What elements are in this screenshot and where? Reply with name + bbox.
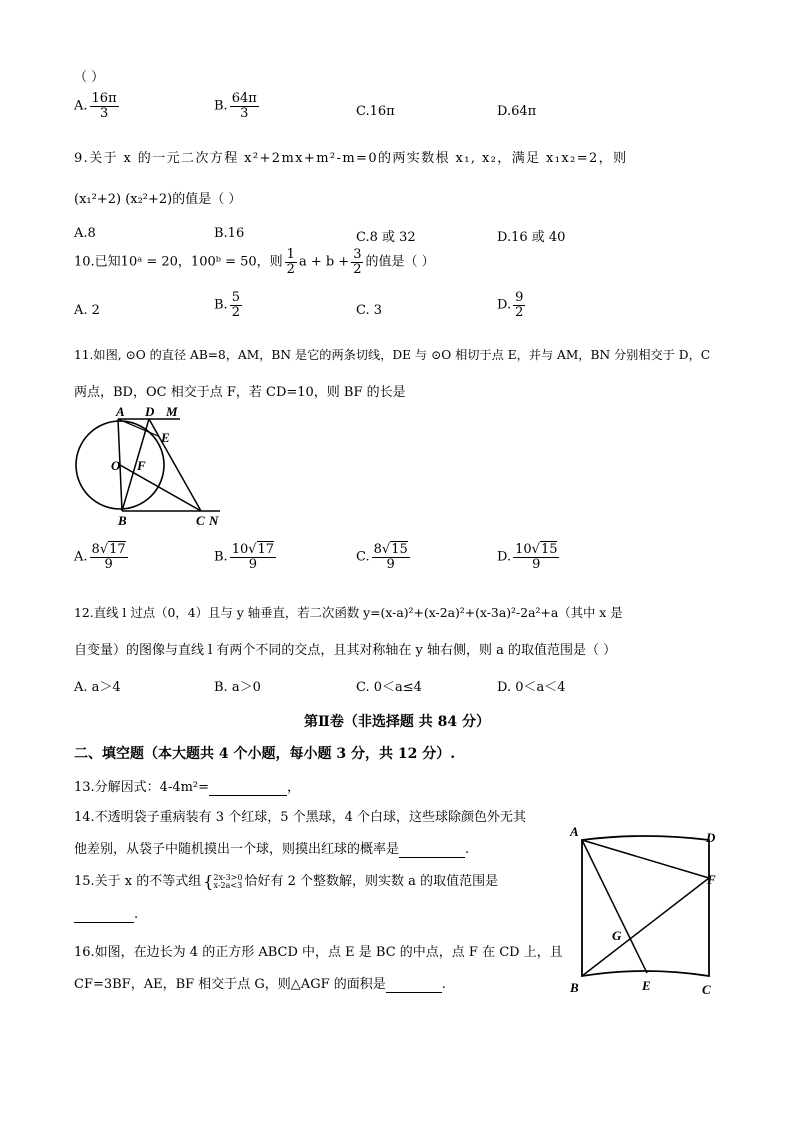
q8-option-b: B. $\frac{64\pi}{3}$ bbox=[214, 91, 257, 121]
q11-figure bbox=[70, 404, 230, 530]
q15-answer-blank bbox=[74, 907, 134, 923]
q16-line-bf bbox=[582, 878, 709, 976]
q16-label-f: F bbox=[707, 872, 716, 887]
q16-label-b: B bbox=[570, 980, 579, 995]
q9-option-c: C.8 或 32 bbox=[356, 230, 416, 245]
q11-label-e: E bbox=[161, 430, 170, 445]
q8-option-a: A. $\frac{16\pi}{3}$ bbox=[74, 91, 117, 121]
q11-label-f: F bbox=[137, 458, 146, 473]
q13: 13.分解因式：4-4m²= ， bbox=[74, 780, 301, 795]
q11-label-o: O bbox=[111, 458, 121, 473]
q11-label-d: D bbox=[145, 404, 155, 419]
q11-option-d: D. $\frac{10√15}{9}$ bbox=[497, 542, 558, 572]
q12-option-a: A. a＞4 bbox=[74, 680, 121, 695]
q12-line2: 自变量）的图像与直线 l 有两个不同的交点，且其对称轴在 y 轴右侧，则 a 的取值范围是（ ） bbox=[74, 643, 617, 658]
q12-option-d: D. 0＜a＜4 bbox=[497, 680, 566, 695]
q16-label-e: E bbox=[642, 978, 651, 993]
q11-label-c: C bbox=[196, 513, 205, 528]
q8-paren: （ ） bbox=[74, 70, 105, 85]
q16-line1: 16.如图，在边长为 4 的正方形 ABCD 中，点 E 是 BC 的中点，点 F 在 CD 上，且 bbox=[74, 945, 563, 960]
q16-square bbox=[582, 836, 709, 976]
q15-line2: . bbox=[74, 907, 138, 923]
q11-label-m: M bbox=[166, 404, 178, 419]
q11-line1: 11.如图, ⊙O 的直径 AB=8，AM，BN 是它的两条切线，DE 与 ⊙O 相切于点 E，并与 AM，BN 分别相交于 D，C bbox=[74, 348, 711, 362]
q10-option-b: B. $\frac{5}{2}$ bbox=[214, 290, 240, 320]
q14-line1: 14.不透明袋子重病装有 3 个红球，5 个黑球，4 个白球，这些球除颜色外无其 bbox=[74, 810, 527, 825]
q16-answer-blank bbox=[386, 977, 442, 993]
q9-line1: 9.关于 x 的一元二次方程 x²+2mx+m²-m=0的两实数根 x₁, x₂，满足 x₁x₂=2，则 bbox=[74, 151, 628, 166]
q11-label-a: A bbox=[116, 404, 125, 419]
section-title: 第Ⅱ卷（非选择题 共 84 分） bbox=[304, 714, 490, 730]
q11-line-ae bbox=[118, 419, 158, 436]
q12-option-c: C. 0＜a≤4 bbox=[356, 680, 422, 695]
q14-answer-blank bbox=[399, 842, 465, 858]
q11-option-b: B. $\frac{10√17}{9}$ bbox=[214, 542, 275, 572]
q16-label-a: A bbox=[570, 824, 579, 839]
q10-stem: 10.已知10ᵃ = 20，100ᵇ = 50，则 $\frac{1}{2}$ a + b + $\frac{3}{2}$ 的值是（ ） bbox=[74, 247, 435, 277]
q10-option-d: D. $\frac{9}{2}$ bbox=[497, 290, 524, 320]
q16-line2: CF=3BF，AE，BF 相交于点 G，则△AGF 的面积是 . bbox=[74, 977, 446, 992]
q12-option-b: B. a＞0 bbox=[214, 680, 261, 695]
q16-line-af bbox=[582, 840, 709, 878]
q14-line2: 他差别，从袋子中随机摸出一个球，则摸出红球的概率是 . bbox=[74, 842, 470, 857]
q11-line-dc bbox=[149, 419, 201, 511]
q9-option-a: A.8 bbox=[74, 226, 96, 241]
q16-label-d: D bbox=[706, 830, 716, 845]
q9-option-d: D.16 或 40 bbox=[497, 230, 566, 245]
q11-label-n: N bbox=[209, 513, 219, 528]
q9-option-b: B.16 bbox=[214, 226, 245, 241]
q16-figure bbox=[566, 820, 726, 1002]
q16-label-c: C bbox=[702, 982, 711, 997]
q11-label-b: B bbox=[118, 513, 127, 528]
q11-option-a: A. $\frac{8√17}{9}$ bbox=[74, 542, 126, 572]
q16-line-ae bbox=[582, 840, 647, 973]
q16-label-g: G bbox=[612, 928, 622, 943]
q12-line1: 12.直线 l 过点（0，4）且与 y 轴垂直，若二次函数 y=(x-a)²+(x-2a)²+(x-3a)²-2a²+a（其中 x 是 bbox=[74, 605, 623, 620]
q11-line2: 两点，BD，OC 相交于点 F，若 CD=10，则 BF 的长是 bbox=[74, 385, 406, 400]
q10-option-c: C. 3 bbox=[356, 303, 383, 318]
q11-option-c: C. $\frac{8√15}{9}$ bbox=[356, 542, 408, 572]
q9-line2: (x₁²+2) (x₂²+2)的值是（ ） bbox=[74, 192, 242, 207]
q8-option-d: D.64π bbox=[497, 104, 537, 119]
q15-line1: 15.关于 x 的不等式组 { 2x-3>0 x-2a<3 恰好有 2 个整数解，则实数 a 的取值范围是 bbox=[74, 872, 499, 891]
q8-option-c: C.16π bbox=[356, 104, 395, 119]
q13-answer-blank bbox=[209, 780, 287, 796]
section-two-heading: 二、填空题（本大题共 4 个小题，每小题 3 分，共 12 分）. bbox=[74, 746, 456, 762]
q10-option-a: A. 2 bbox=[74, 303, 100, 318]
